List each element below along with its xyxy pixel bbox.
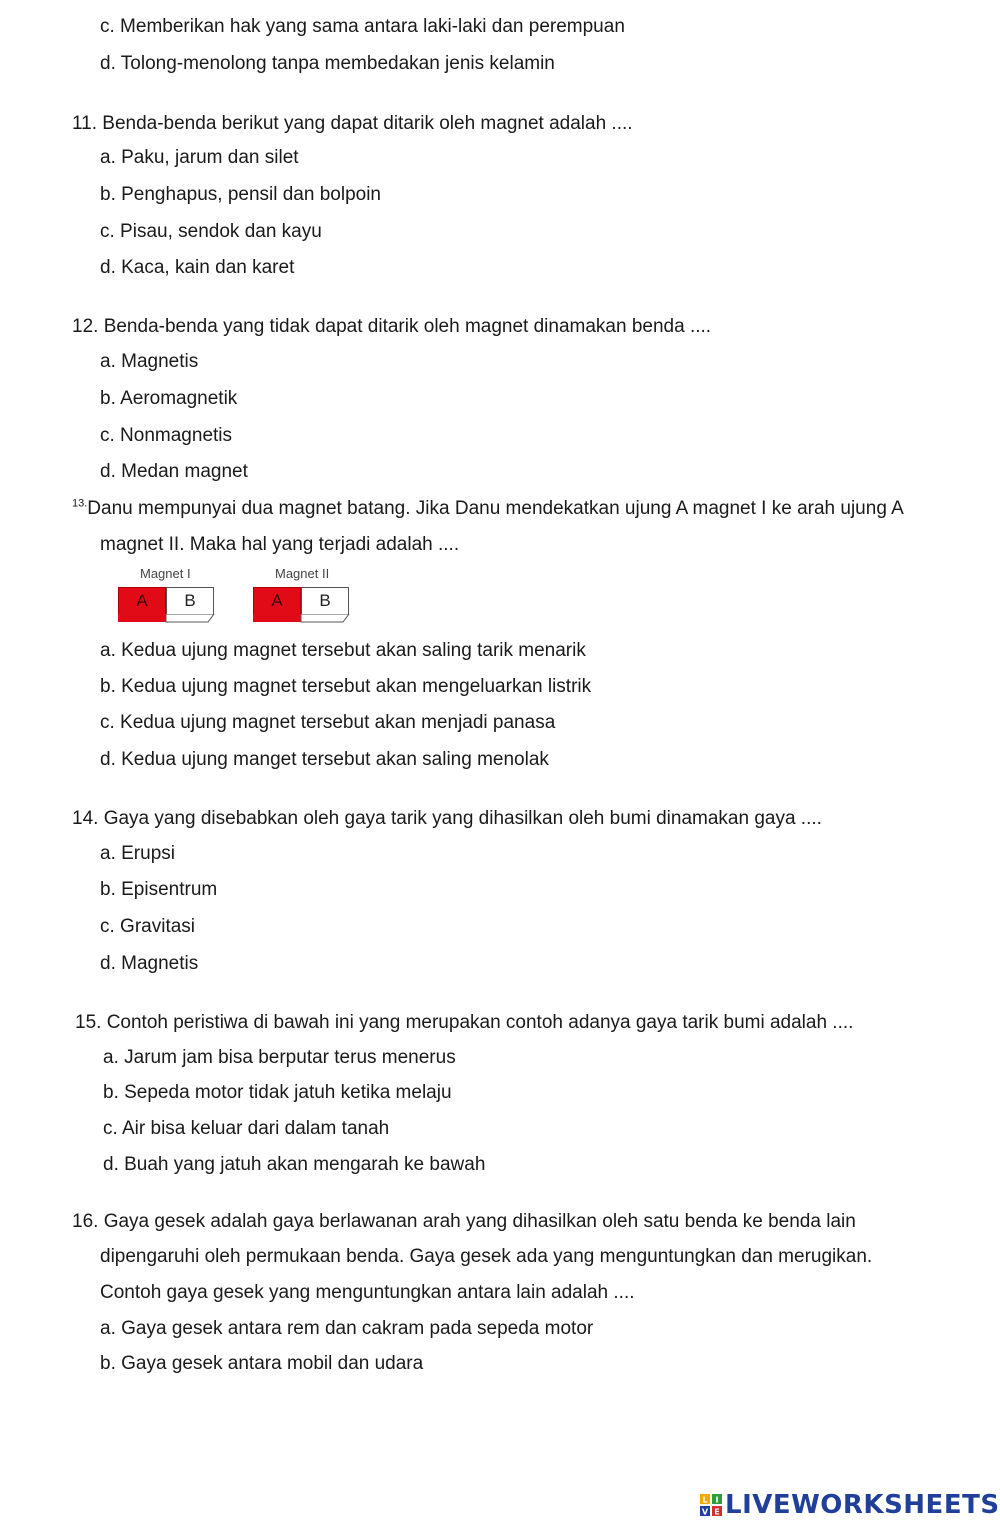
magnet-2	[253, 587, 353, 623]
option-12c: c. Nonmagnetis	[100, 425, 233, 446]
magnet-1-base	[118, 614, 218, 623]
question-13-line-1	[72, 497, 904, 521]
magnet-2-pole-a: A	[253, 587, 301, 615]
svg-text:L: L	[702, 1495, 708, 1505]
option-13c: c. Kedua ujung magnet tersebut akan menjadi panasa	[100, 712, 556, 733]
question-13-text: Danu mempunyai dua magnet batang. Jika Danu mendekatkan ujung A magnet I ke arah ujung A	[87, 498, 904, 519]
option-15d: d. Buah yang jatuh akan mengarah ke bawah	[103, 1154, 486, 1175]
option-15a: a. Jarum jam bisa berputar terus menerus	[103, 1047, 456, 1068]
svg-text:E: E	[714, 1507, 720, 1516]
option-14d: d. Magnetis	[100, 953, 199, 974]
option-13d: d. Kedua ujung manget tersebut akan saling menolak	[100, 749, 549, 770]
option-14c: c. Gravitasi	[100, 916, 196, 937]
option-15c: c. Air bisa keluar dari dalam tanah	[103, 1118, 390, 1139]
option-16a: a. Gaya gesek antara rem dan cakram pada sepeda motor	[100, 1318, 594, 1339]
magnet-1-pole-b: B	[166, 587, 214, 615]
svg-text:I: I	[715, 1495, 719, 1505]
option-14b: b. Episentrum	[100, 879, 218, 900]
option-13a: a. Kedua ujung magnet tersebut akan saling tarik menarik	[100, 640, 586, 661]
option-11b: b. Penghapus, pensil dan bolpoin	[100, 184, 382, 205]
question-16-line-2: dipengaruhi oleh permukaan benda. Gaya gesek ada yang menguntungkan dan merugikan.	[100, 1246, 873, 1267]
question-13-line-2: magnet II. Maka hal yang terjadi adalah ....	[100, 534, 460, 555]
question-11: 11. Benda-benda berikut yang dapat ditarik oleh magnet adalah ....	[72, 113, 633, 134]
option-11d: d. Kaca, kain dan karet	[100, 257, 295, 278]
option-11c: c. Pisau, sendok dan kayu	[100, 221, 322, 242]
option-12d: d. Medan magnet	[100, 461, 248, 482]
option-10c: c. Memberikan hak yang sama antara laki-laki dan perempuan	[100, 16, 625, 37]
magnet-1-pole-a: A	[118, 587, 166, 615]
svg-text:V: V	[701, 1507, 709, 1516]
liveworksheets-logo-icon	[700, 1494, 722, 1516]
option-10d: d. Tolong-menolong tanpa membedakan jenis kelamin	[100, 53, 555, 74]
liveworksheets-logo[interactable]	[700, 1490, 1000, 1520]
option-15b: b. Sepeda motor tidak jatuh ketika melaju	[103, 1082, 452, 1103]
option-13b: b. Kedua ujung magnet tersebut akan mengeluarkan listrik	[100, 676, 592, 697]
magnet-2-base	[253, 614, 353, 623]
magnet-1-label: Magnet I	[140, 566, 191, 581]
question-16-line-3: Contoh gaya gesek yang menguntungkan antara lain adalah ....	[100, 1282, 635, 1303]
magnet-2-label: Magnet II	[275, 566, 330, 581]
option-12b: b. Aeromagnetik	[100, 388, 238, 409]
question-13-number: 13.	[72, 497, 88, 510]
option-11a: a. Paku, jarum dan silet	[100, 147, 299, 168]
magnet-1	[118, 587, 218, 623]
question-14: 14. Gaya yang disebabkan oleh gaya tarik yang dihasilkan oleh bumi dinamakan gaya ....	[72, 808, 822, 829]
question-12: 12. Benda-benda yang tidak dapat ditarik oleh magnet dinamakan benda ....	[72, 316, 712, 337]
liveworksheets-logo-text: LIVEWORKSHEETS	[725, 1490, 1000, 1520]
question-15: 15. Contoh peristiwa di bawah ini yang merupakan contoh adanya gaya tarik bumi adalah ....	[75, 1012, 854, 1033]
option-14a: a. Erupsi	[100, 843, 175, 864]
question-16-line-1: 16. Gaya gesek adalah gaya berlawanan arah yang dihasilkan oleh satu benda ke benda lain	[72, 1211, 856, 1232]
magnet-2-pole-b: B	[301, 587, 349, 615]
option-16b: b. Gaya gesek antara mobil dan udara	[100, 1353, 424, 1374]
option-12a: a. Magnetis	[100, 351, 199, 372]
